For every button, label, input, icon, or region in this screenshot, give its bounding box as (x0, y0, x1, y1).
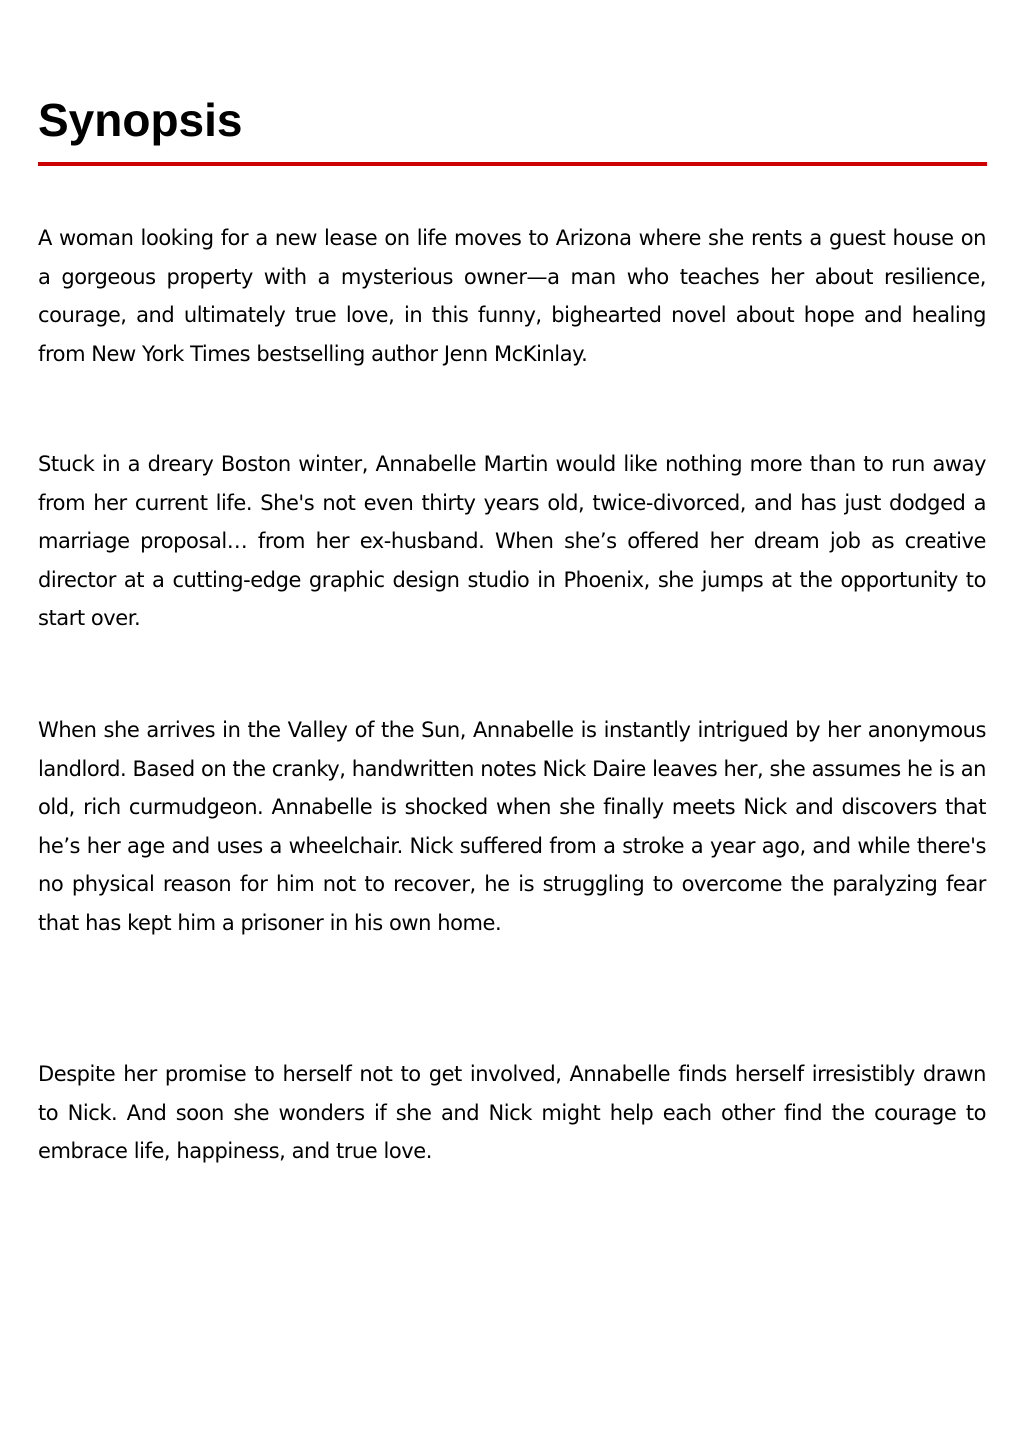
synopsis-paragraph-4: Despite her promise to herself not to get involved, Annabelle finds herself irresistibly drawn to Nick. And soon she wonders if she and Nick might help each other find the courage to embrace life, happiness, and true love. (38, 1062, 986, 1164)
page-title: Synopsis (38, 94, 243, 146)
title-divider (38, 162, 987, 166)
synopsis-paragraph-3: When she arrives in the Valley of the Sun, Annabelle is instantly intrigued by her anonymous landlord. Based on the cranky, handwritten notes Nick Daire leaves her, she assumes he is an old, rich curmudgeon. Annabelle is shocked when she finally meets Nick and discovers that he’s her age and uses a wheelchair. Nick suffered from a stroke a year ago, and while there's no physical reason for him not to recover, he is struggling to overcome the paralyzing fear that has kept him a prisoner in his own home. (38, 718, 986, 935)
synopsis-paragraph-1: A woman looking for a new lease on life moves to Arizona where she rents a guest house on a gorgeous property with a mysterious owner—a man who teaches her about resilience, courage, and ultimately true love, in this funny, bighearted novel about hope and healing from New York Times bestselling author Jenn McKinlay. (38, 226, 986, 366)
synopsis-paragraph-2: Stuck in a dreary Boston winter, Annabelle Martin would like nothing more than to run away from her current life. She's not even thirty years old, twice-divorced, and has just dodged a marriage proposal… from her ex-husband. When she’s offered her dream job as creative director at a cutting-edge graphic design studio in Phoenix, she jumps at the opportunity to start over. (38, 452, 986, 631)
